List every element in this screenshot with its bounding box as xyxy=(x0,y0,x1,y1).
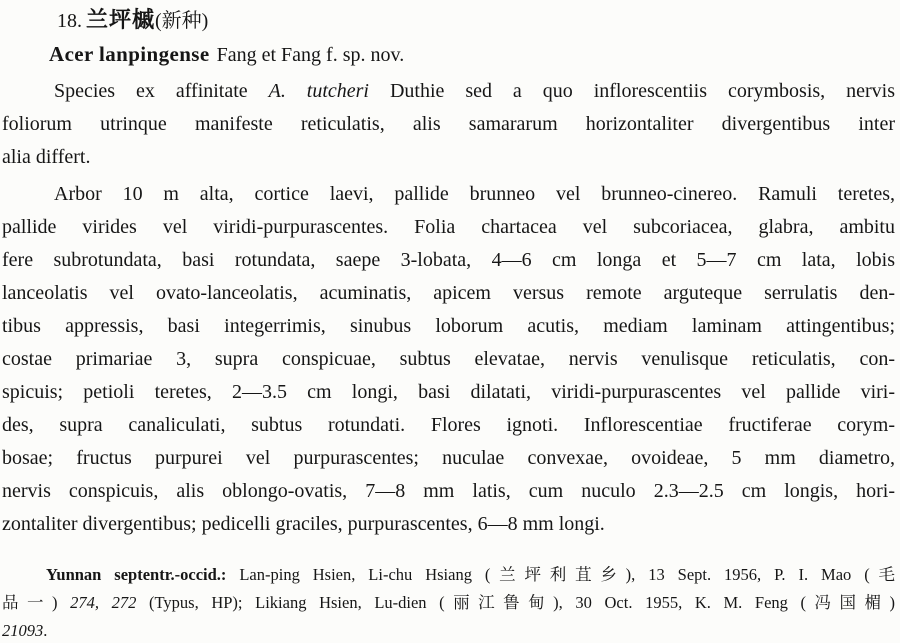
description-line-4: lanceolatis vel ovato-lanceolatis, acuminatis, apicem versus remote arguteque serrulatis den- xyxy=(2,282,895,304)
chinese-new-species-note: (新种) xyxy=(155,10,209,32)
related-species-name: A. tutcheri xyxy=(268,80,369,102)
chinese-species-name: 兰坪槭 xyxy=(86,7,156,32)
diagnosis-text: Duthie sed a quo inflorescentiis corymbosis, nervis xyxy=(369,80,895,102)
gathering-text: 品一) xyxy=(2,593,71,612)
diagnosis-line-2: foliorum utrinque manifeste reticulatis, alis samararum horizontaliter divergentibus inter xyxy=(2,113,895,135)
gathering-paragraph xyxy=(2,561,895,643)
description-line-8: des, supra canaliculati, subtus rotundati. Flores ignoti. Inflorescentiae fructiferae corym- xyxy=(2,414,895,436)
description-paragraph xyxy=(2,178,895,541)
gathering-line-2 xyxy=(2,589,895,617)
gathering-line-3 xyxy=(2,617,895,643)
gathering-text: (Typus, HP); Likiang Hsien, Lu-dien (丽江鲁甸), 30 Oct. 1955, K. M. Feng (冯国楣) xyxy=(136,593,896,612)
gathering-text: Lan-ping Hsien, Li-chu Hsiang (兰坪利苴乡), 13 Sept. 1956, P. I. Mao (毛 xyxy=(226,565,895,584)
distribution-label: Yunnan septentr.-occid.: xyxy=(46,565,227,584)
description-line-9: bosae; fructus purpurei vel purpurascentes; nuculae convexae, ovoideae, 5 mm diametro, xyxy=(2,447,895,469)
species-authority: Fang et Fang f. sp. nov. xyxy=(216,44,405,66)
description-line-3: fere subrotundata, basi rotundata, saepe 3-lobata, 4—6 cm longa et 5—7 cm lata, lobis xyxy=(2,249,895,271)
description-line-2: pallide virides vel viridi-purpurascentes. Folia chartacea vel subcoriacea, glabra, ambitu xyxy=(2,216,895,238)
gathering-line-1 xyxy=(2,561,895,589)
description-line-6: costae primariae 3, supra conspicuae, subtus elevatae, nervis venulisque reticulatis, con- xyxy=(2,348,895,370)
description-line-10: nervis conspicuis, alis oblongo-ovatis, 7—8 mm latis, cum nuculo 2.3—2.5 cm longis, hori- xyxy=(2,480,895,502)
species-number: 18. xyxy=(57,10,82,32)
description-line-1: Arbor 10 m alta, cortice laevi, pallide brunneo vel brunneo-cinereo. Ramuli teretes, xyxy=(54,183,895,205)
diagnosis-line-3: alia differt. xyxy=(2,146,91,168)
diagnosis-line-1 xyxy=(2,75,895,108)
description-line-7: spicuis; petioli teretes, 2—3.5 cm longi, basi dilatati, viridi-purpurascentes vel pallide viri- xyxy=(2,381,895,403)
collection-numbers: 274, 272 xyxy=(70,593,137,612)
description-line-11: zontaliter divergentibus; pedicelli graciles, purpurascentes, 6—8 mm longi. xyxy=(2,513,605,535)
latin-name-line xyxy=(49,38,895,71)
section-heading xyxy=(57,5,895,36)
gathering-text: . xyxy=(43,621,48,640)
diagnosis-text: Species ex affinitate xyxy=(54,80,269,102)
diagnosis-paragraph xyxy=(2,75,895,174)
latin-species-name: Acer lanpingense xyxy=(49,42,210,66)
description-line-5: tibus appressis, basi integerrimis, sinubus loborum acutis, mediam laminam attingentibus; xyxy=(2,315,895,337)
collection-number: 21093 xyxy=(2,621,44,640)
